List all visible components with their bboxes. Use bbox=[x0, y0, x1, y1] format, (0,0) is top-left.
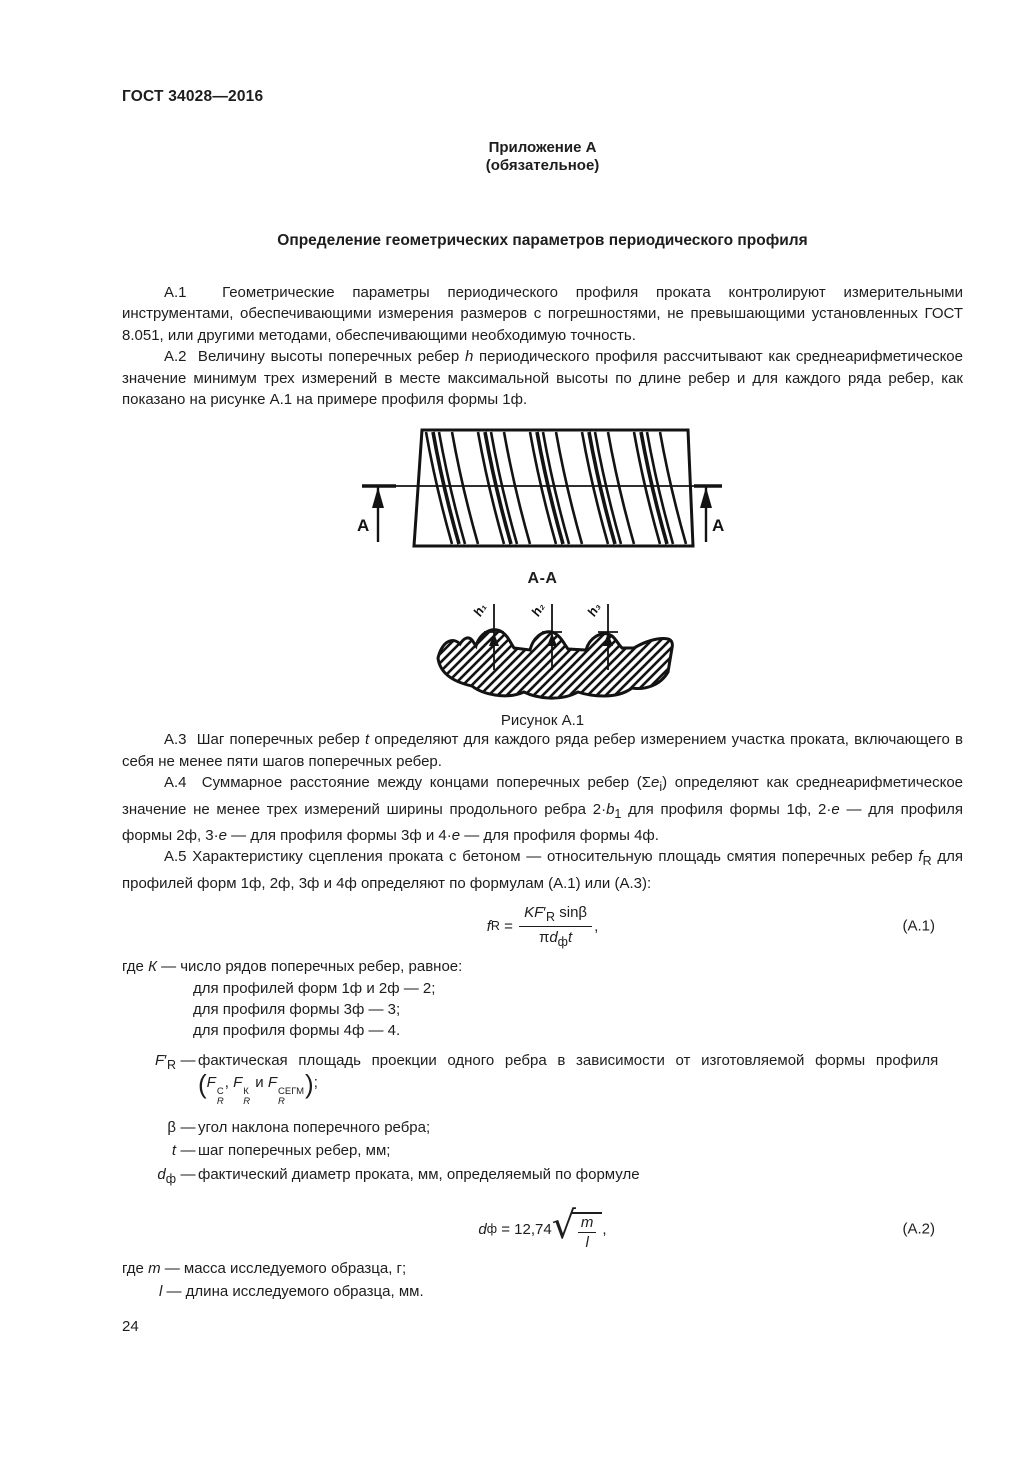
doc-number: ГОСТ 34028—2016 bbox=[122, 88, 264, 105]
where-m-line: где m — масса исследуемого образца, г; bbox=[122, 1260, 407, 1278]
definition-fr bbox=[122, 1050, 963, 1108]
formula-a2-expression: d ф = 12,74 √ $\frac{m}{l}$ , bbox=[478, 1202, 607, 1251]
page-number: 24 bbox=[122, 1318, 139, 1335]
rib-height-label-h2: h₂ bbox=[528, 600, 548, 620]
dash: — bbox=[180, 1052, 196, 1070]
k-case-1: для профилей форм 1ф и 2ф — 2; bbox=[193, 979, 436, 997]
dash: — bbox=[180, 1165, 196, 1183]
formula-a1-expression: f R = $\frac{KF'_R \sin\beta}{\pi d_фt}$ , bbox=[486, 903, 599, 949]
formula-a2-number: (А.2) bbox=[902, 1220, 935, 1238]
definition-t bbox=[122, 1140, 963, 1161]
term-fr: $F'_R$ bbox=[154, 1052, 176, 1073]
paragraph-a1: А.1 Геометрические параметры периодического профиля проката контролируют измерительными инструментами, обеспечивающими измерения размеров с погрешностями, не превышающими установленных ГОСТ 8.051, или другими методами, обеспечивающими необходимую точность. bbox=[122, 284, 963, 344]
page-title: Определение геометрических параметров периодического профиля bbox=[277, 232, 808, 249]
where-l-line: l — длина исследуемого образца, мм. bbox=[159, 1282, 424, 1300]
appendix-label: Приложение А bbox=[488, 139, 597, 156]
formula-a1-number: (А.1) bbox=[902, 917, 935, 935]
where-m-block bbox=[122, 1258, 963, 1303]
figure-a1 bbox=[122, 424, 963, 729]
paragraph-a2: А.2 Величину высоты поперечных ребер h периодического профиля рассчитывают как среднеарифметическое значение минимум трех измерений в месте максимальной высоты по длине ребер и для каждого ряда ребер, как показано на рисунке А.1 на примере профиля формы 1ф. bbox=[122, 348, 963, 409]
rebar-top-view-drawing bbox=[356, 424, 728, 556]
page-content bbox=[122, 0, 963, 1303]
section-mark-label-right: А bbox=[712, 516, 725, 536]
section-profile-outline bbox=[438, 630, 672, 698]
section-view-label: А-А bbox=[527, 570, 558, 588]
section-arrow-left bbox=[372, 487, 384, 508]
formula-a2 bbox=[122, 1202, 963, 1252]
paragraph-a3: А.3 Шаг поперечных ребер t определяют для каждого ряда ребер измерением участка проката, включающего в себя не менее пяти шагов поперечных ребер. bbox=[122, 731, 963, 770]
dash: — bbox=[180, 1142, 196, 1160]
definition-df bbox=[122, 1164, 963, 1190]
rebar-section-drawing bbox=[430, 592, 678, 710]
desc-t: шаг поперечных ребер, мм; bbox=[198, 1142, 391, 1160]
formula-a1 bbox=[122, 903, 963, 949]
paragraph-a5: А.5 Характеристику сцепления проката с бетоном — относительную площадь смятия поперечных ребер $f_R$ для профилей форм 1ф, 2ф, 3ф и 4ф определяют по формулам (А.1) или (А.3): bbox=[122, 848, 964, 892]
paragraph-a4: А.4 Суммарное расстояние между концами поперечных ребер $(\Sigma е_i)$ определяют как среднеарифметическое значение не менее трех измерений ширины продольного ребра $2\cdot b_1$ для профиля формы 1ф, 2·е — для профиля формы 2ф, 3·е — для профиля формы 3ф и 4·е — для профиля формы 4ф. bbox=[122, 774, 964, 845]
section-mark-label-left: А bbox=[357, 516, 370, 536]
term-beta: β bbox=[167, 1118, 176, 1136]
dash: — bbox=[180, 1118, 196, 1136]
term-t: t bbox=[171, 1142, 176, 1160]
definitions-block bbox=[122, 956, 963, 1190]
where-k-line: где К — число рядов поперечных ребер, равное: bbox=[122, 958, 463, 976]
figure-caption: Рисунок А.1 bbox=[500, 712, 585, 730]
desc-df: фактический диаметр проката, мм, определяемый по формуле bbox=[198, 1165, 640, 1183]
term-df: $d_ф$ bbox=[157, 1165, 176, 1186]
appendix-note: (обязательное) bbox=[485, 157, 600, 174]
desc-beta: угол наклона поперечного ребра; bbox=[198, 1118, 431, 1136]
k-case-3: для профиля формы 4ф — 4. bbox=[193, 1022, 401, 1040]
section-arrow-right bbox=[700, 487, 712, 508]
rib-height-label-h3: h₃ bbox=[584, 600, 604, 620]
rib-height-label-h1: h₁ bbox=[470, 600, 490, 620]
k-case-2: для профиля формы 3ф — 3; bbox=[193, 1000, 401, 1018]
definition-beta bbox=[122, 1117, 963, 1138]
desc-fr: фактическая площадь проекции одного ребра в зависимости от изготовляемой формы профиля (F С R , F К R и F СЕГМ R ); bbox=[198, 1052, 939, 1108]
